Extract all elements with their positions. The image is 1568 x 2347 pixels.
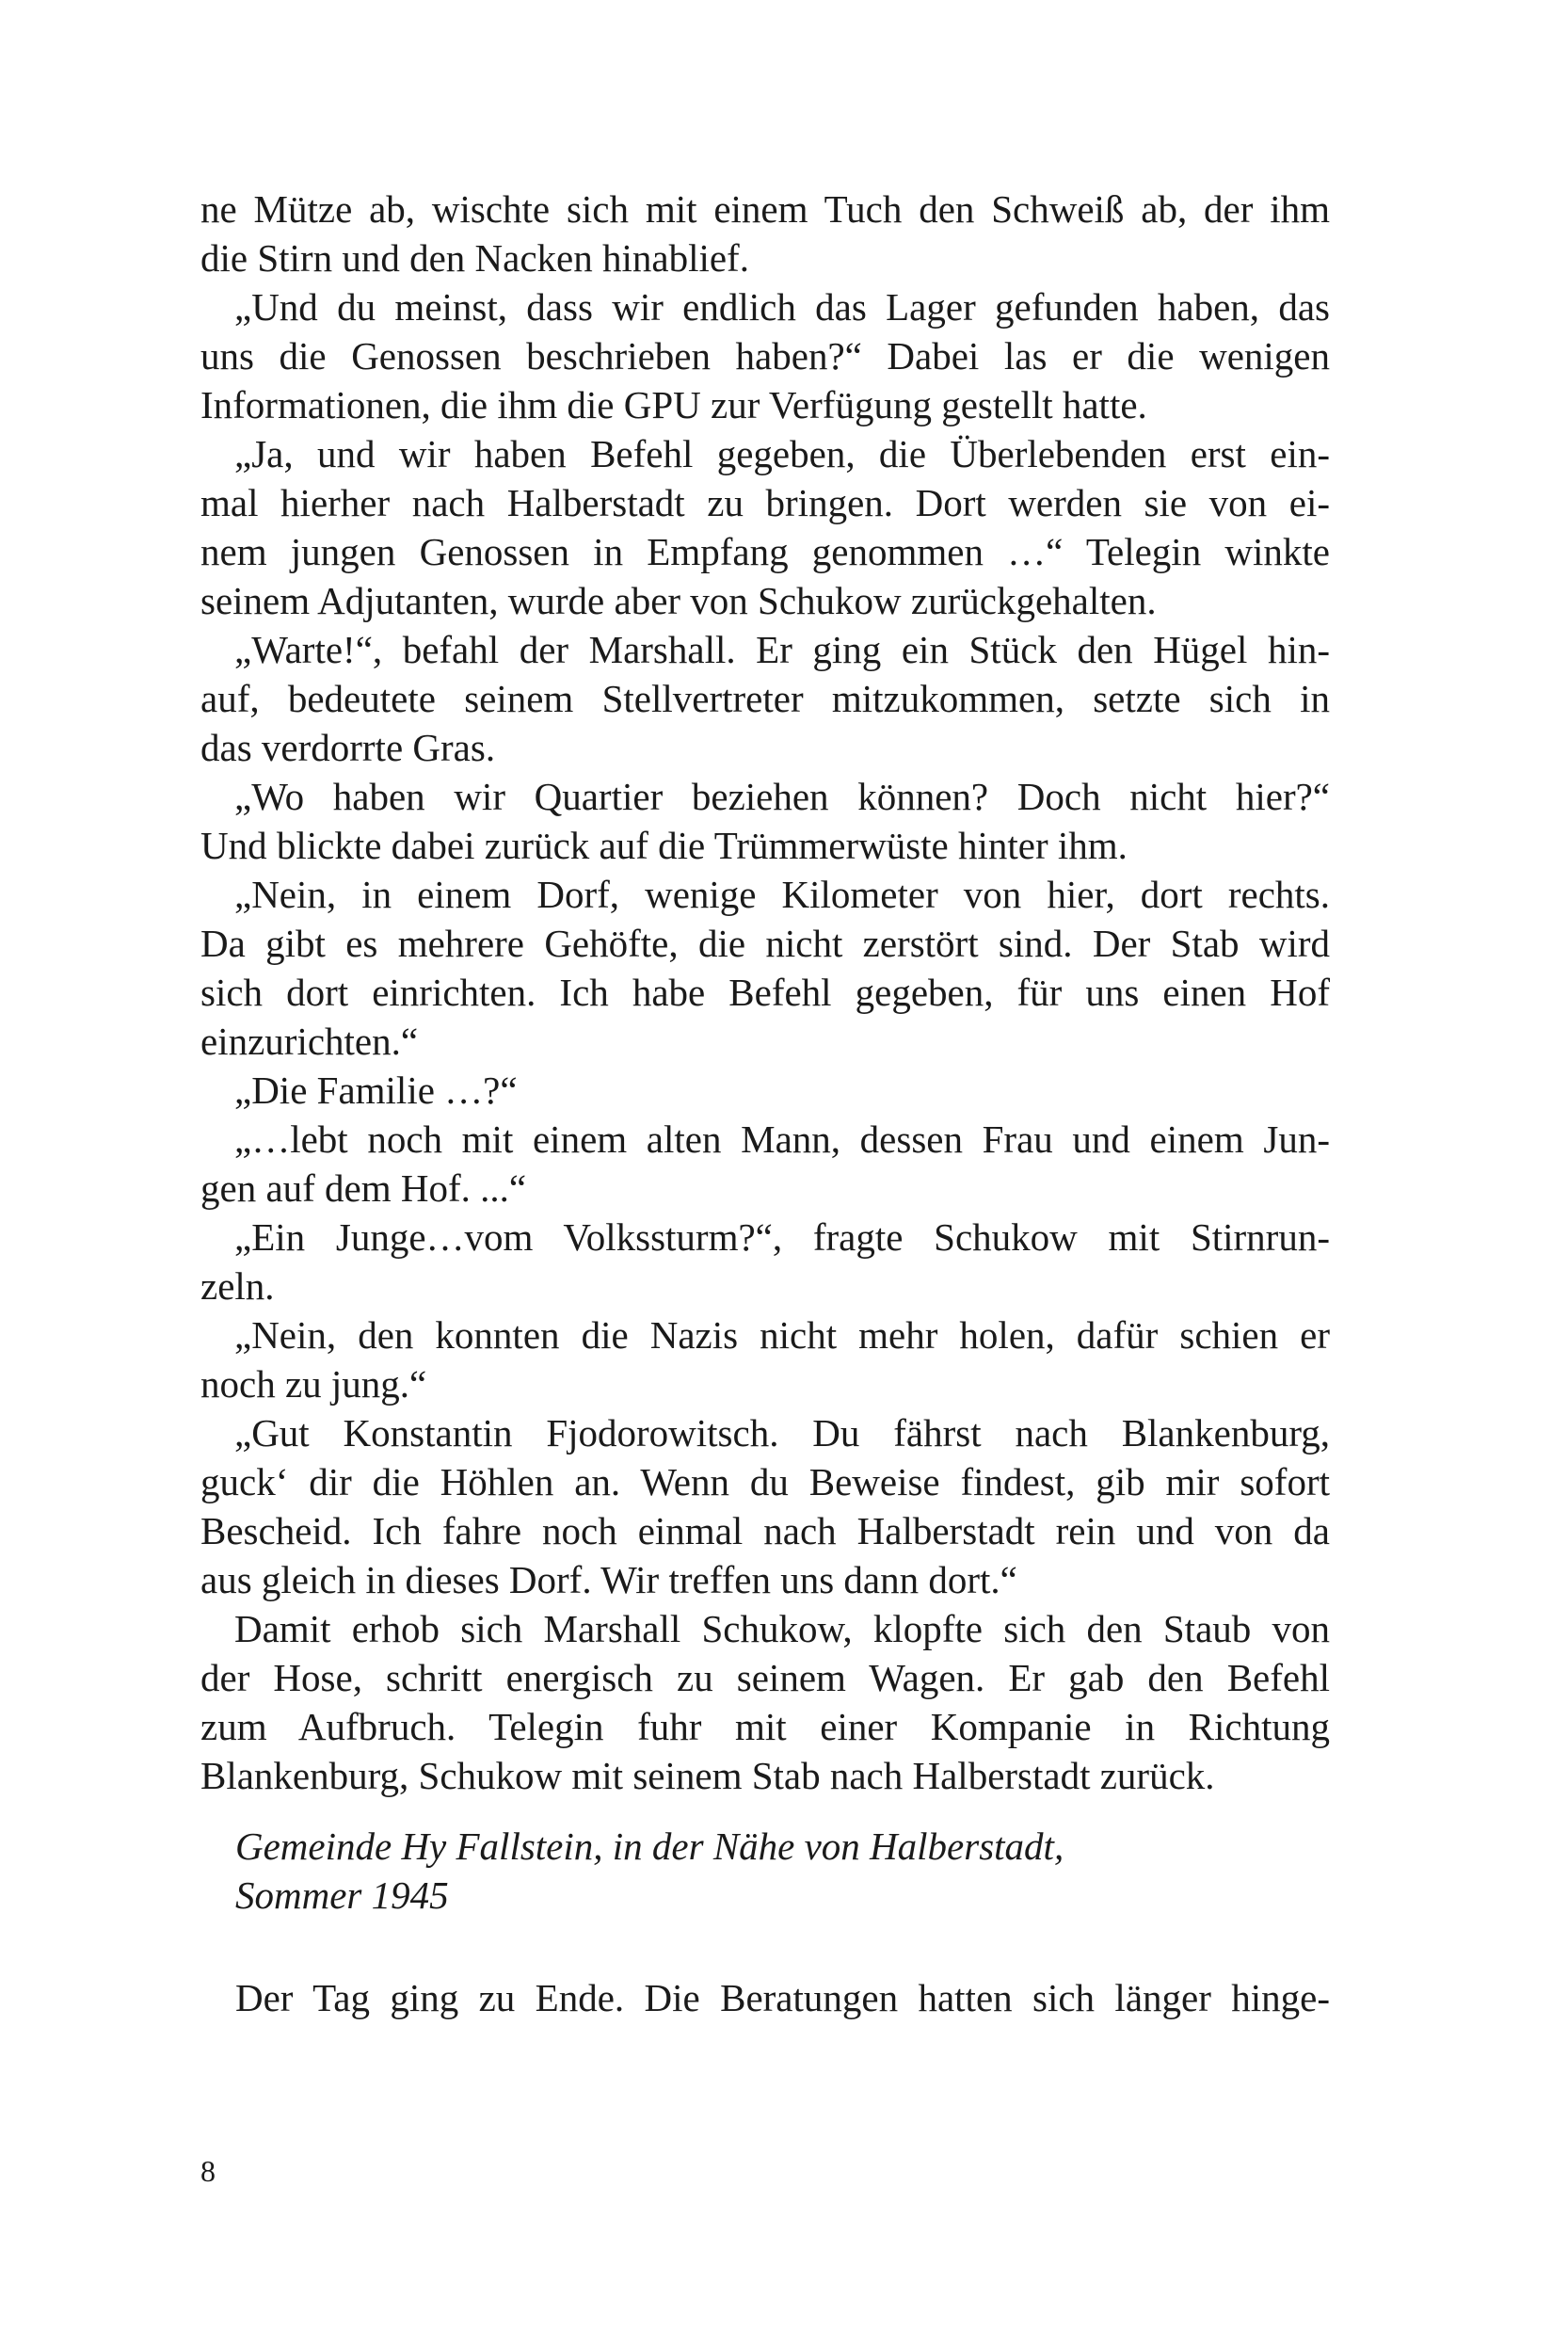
text-line: einzurichten.“: [200, 1020, 419, 1063]
text-line: „Gut Konstantin Fjodorowitsch. Du fährst nach Blankenburg,: [234, 1411, 1330, 1455]
text-line: guck‘ dir die Höhlen an. Wenn du Beweise findest, gib mir sofort: [200, 1460, 1330, 1503]
text-line: ne Mütze ab, wischte sich mit einem Tuch den Schweiß ab, der ihm: [200, 187, 1330, 231]
text-line: Blankenburg, Schukow mit seinem Stab nach Halberstadt zurück.: [200, 1754, 1215, 1797]
text-line: „Die Familie …?“: [234, 1069, 518, 1112]
text-line: Bescheid. Ich fahre noch einmal nach Halberstadt rein und von da: [200, 1509, 1330, 1552]
body-text: [200, 185, 1330, 1800]
text-line: „Warte!“, befahl der Marshall. Er ging ein Stück den Hügel hin-: [234, 628, 1330, 671]
text-line: Da gibt es mehrere Gehöfte, die nicht zerstört sind. Der Stab wird: [200, 922, 1330, 965]
text-line: mal hierher nach Halberstadt zu bringen. Dort werden sie von ei-: [200, 481, 1330, 524]
text-line: der Hose, schritt energisch zu seinem Wagen. Er gab den Befehl: [200, 1656, 1330, 1699]
section-heading: [235, 1822, 1064, 1920]
text-line: „Ein Junge…vom Volkssturm?“, fragte Schukow mit Stirnrun-: [234, 1215, 1330, 1259]
text-line: das verdorrte Gras.: [200, 726, 496, 769]
text-line: aus gleich in dieses Dorf. Wir treffen uns dann dort.“: [200, 1558, 1017, 1601]
text-line: die Stirn und den Nacken hinablief.: [200, 236, 749, 280]
text-line: „Und du meinst, dass wir endlich das Lager gefunden haben, das: [234, 285, 1330, 329]
text-line: zum Aufbruch. Telegin fuhr mit einer Kompanie in Richtung: [200, 1705, 1330, 1748]
text-line: noch zu jung.“: [200, 1362, 427, 1406]
text-line: sich dort einrichten. Ich habe Befehl gegeben, für uns einen Hof: [200, 971, 1330, 1014]
text-line: gen auf dem Hof. ...“: [200, 1166, 527, 1210]
text-line: nem jungen Genossen in Empfang genommen …“ Telegin winkte: [200, 530, 1330, 573]
section-opening-line: Der Tag ging zu Ende. Die Beratungen hatten sich länger hinge-: [235, 1976, 1330, 2019]
text-line: „Nein, in einem Dorf, wenige Kilometer von hier, dort rechts.: [234, 873, 1330, 916]
text-line: „…lebt noch mit einem alten Mann, dessen Frau und einem Jun-: [234, 1117, 1330, 1161]
text-line: auf, bedeutete seinem Stellvertreter mitzukommen, setzte sich in: [200, 677, 1330, 720]
page-number: 8: [200, 2154, 216, 2188]
text-line: „Wo haben wir Quartier beziehen können? Doch nicht hier?“: [234, 775, 1330, 818]
section-heading-line: Sommer 1945: [235, 1873, 449, 1917]
text-line: „Ja, und wir haben Befehl gegeben, die Überlebenden erst ein-: [234, 432, 1330, 475]
text-line: Damit erhob sich Marshall Schukow, klopfte sich den Staub von: [234, 1607, 1330, 1650]
text-line: seinem Adjutanten, wurde aber von Schukow zurückgehalten.: [200, 579, 1157, 622]
text-line: Und blickte dabei zurück auf die Trümmerwüste hinter ihm.: [200, 824, 1128, 867]
text-line: uns die Genossen beschrieben haben?“ Dabei las er die wenigen: [200, 334, 1330, 378]
section-heading-line: Gemeinde Hy Fallstein, in der Nähe von Halberstadt,: [235, 1825, 1064, 1868]
text-line: zeln.: [200, 1264, 275, 1308]
text-line: Informationen, die ihm die GPU zur Verfügung gestellt hatte.: [200, 383, 1147, 426]
text-line: „Nein, den konnten die Nazis nicht mehr holen, dafür schien er: [234, 1313, 1330, 1357]
